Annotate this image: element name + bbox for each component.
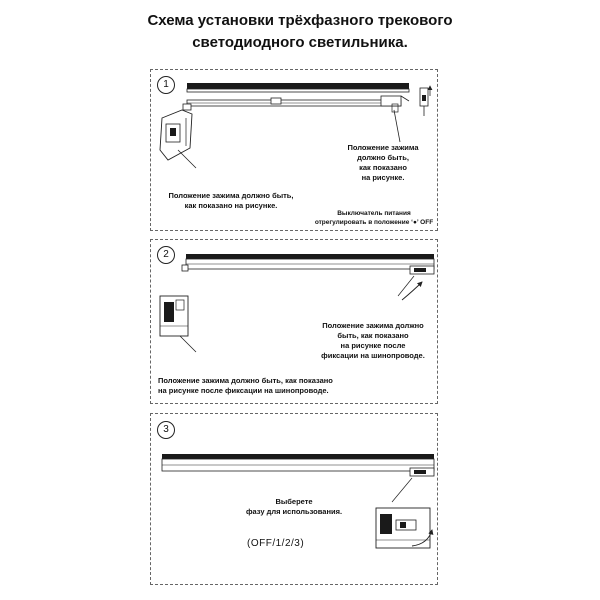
switch-dot-icon: ● xyxy=(412,219,417,226)
phase-options: (OFF/1/2/3) xyxy=(247,538,305,549)
step-3-switch-detail xyxy=(376,508,430,548)
step-2-left-clamp-detail xyxy=(160,296,196,352)
step-1-number: 1 xyxy=(157,76,175,94)
step-1-luminaire-body xyxy=(183,96,409,110)
step-3-note-right: Выберете фазу для использования. xyxy=(245,497,343,516)
step-1-right-clamp-detail xyxy=(420,86,430,116)
step-2-number: 2 xyxy=(157,246,175,264)
step-1-track-rail xyxy=(187,83,409,92)
step-3-number: 3 xyxy=(157,421,175,439)
step-3-pointer-line xyxy=(392,478,412,502)
page-title-line-2: светодиодного светильника. xyxy=(192,34,408,51)
step-3-track-rail xyxy=(162,454,434,476)
step-1-switch-note: Выключатель питания отрегулировать в положение ‘●’ OFF xyxy=(314,210,434,226)
step-2-track-rail xyxy=(182,254,434,274)
step-1-pointer-line xyxy=(392,104,400,142)
step-2-note-left: Положение зажима должно быть, как показано на рисунке после фиксации на шинопроводе. xyxy=(158,376,333,395)
step-1-note-right: Положение зажима должно быть, как показано на рисунке. xyxy=(347,143,419,182)
page-title-line-1: Схема установки трёхфазного трекового xyxy=(147,12,453,29)
step-1-left-clamp-detail xyxy=(160,110,196,168)
step-1-note-left: Положение зажима должно быть, как показано на рисунке. xyxy=(168,191,294,210)
step-2-rotate-arrow xyxy=(398,276,422,300)
step-2-note-right: Положение зажима должно быть, как показано на рисунке после фиксации на шинопроводе. xyxy=(321,321,425,360)
